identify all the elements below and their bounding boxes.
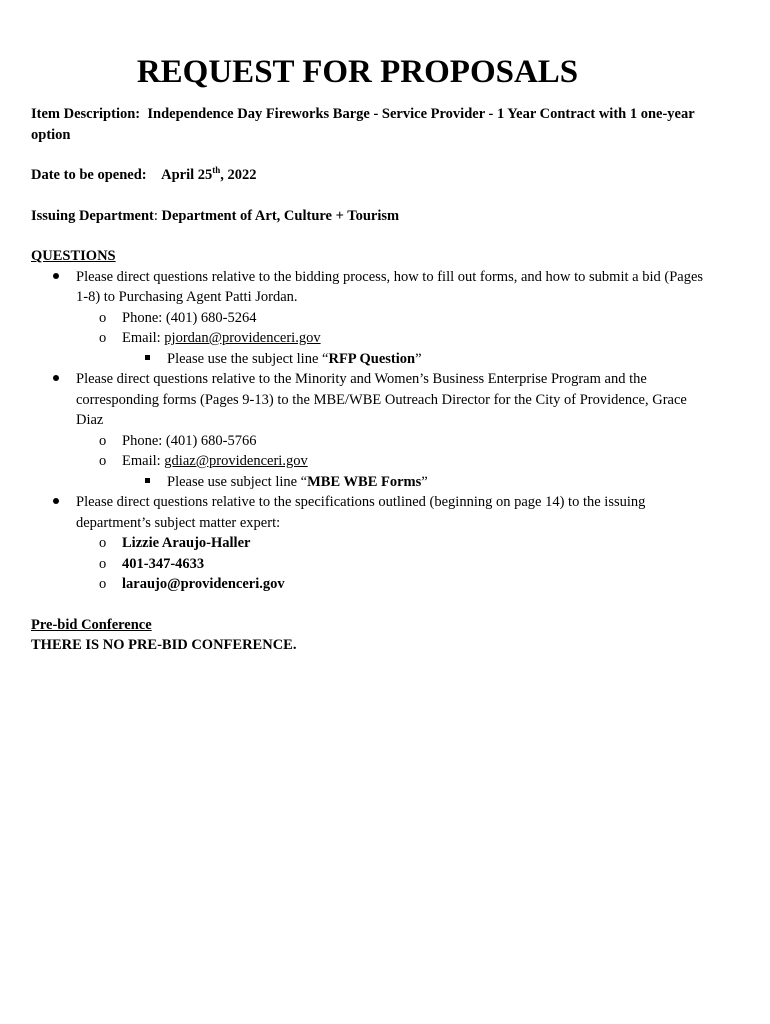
issuing-department-colon: : [153,207,158,224]
bullet-circle-icon: o [99,535,107,551]
item-description-label: Item Description: [31,106,141,122]
question-item-text: Please direct questions relative to the Minority and Women’s Business Enterprise Program and the corresponding forms (Pages 9-13) to the MBE/WBE Outreach Director for the City of Providence, Grace Diaz [76,371,687,428]
bullet-dot-icon [53,267,67,288]
contact-email-line [31,451,706,472]
contact-name: Lizzie Araujo-Haller [122,535,251,551]
bullet-circle-icon: o [99,432,107,449]
contact-email: laraujo@providenceri.gov [122,576,285,592]
prebid-heading: Pre-bid Conference [31,616,152,633]
question-item-bidding-process [31,267,706,308]
issuing-department-label: Issuing Department [31,207,154,224]
contact-phone: 401-347-4633 [122,555,205,572]
item-description [31,104,706,145]
document-page [31,52,706,656]
subject-suffix: ” [415,350,422,367]
questions-heading: QUESTIONS [31,248,116,264]
subject-suffix: ” [421,473,428,490]
date-label: Date to be opened: [31,167,147,183]
bullet-dot-icon [53,492,67,513]
date-month-day: April 25 [161,167,213,183]
bullet-square-icon [145,472,159,493]
email-prefix: Email: [122,453,165,469]
contact-phone-line [31,554,706,575]
subject-prefix: Please use the subject line “ [167,350,329,367]
bullet-circle-icon: o [99,330,107,346]
bullet-circle-icon: o [99,453,107,469]
questions-list [31,267,706,595]
contact-email-line [31,328,706,349]
subject-line-instruction [31,349,706,370]
bullet-dot-icon [53,369,67,390]
bullet-square-icon [145,349,159,370]
email-link-pjordan[interactable]: pjordan@providenceri.gov [164,330,321,346]
contact-name-line [31,533,706,554]
contact-phone-line [31,431,706,452]
date-to-be-opened [31,165,706,186]
subject-prefix: Please use subject line “ [167,473,308,490]
subject-text: RFP Question [328,350,416,367]
bullet-circle-icon: o [99,309,107,326]
question-item-mbe-wbe [31,369,706,431]
contact-phone: Phone: (401) 680-5264 [122,309,257,326]
question-item-text: Please direct questions relative to the specifications outlined (beginning on page 14) to the issuing department’s subject matter expert: [76,494,646,531]
page-title: REQUEST FOR PROPOSALS [136,54,579,90]
question-item-specifications [31,492,706,533]
contact-phone-line [31,308,706,329]
date-year: , 2022 [220,167,257,183]
prebid-text: THERE IS NO PRE-BID CONFERENCE. [31,637,297,653]
contact-email-line [31,574,706,595]
bullet-circle-icon: o [99,576,107,592]
issuing-department-value: Department of Art, Culture + Tourism [161,207,400,224]
email-link-gdiaz[interactable]: gdiaz@providenceri.gov [164,453,308,469]
email-prefix: Email: [122,330,165,346]
issuing-department [31,206,706,227]
contact-phone: Phone: (401) 680-5766 [122,432,257,449]
date-ordinal-suffix: th [212,165,221,176]
item-description-value: Independence Day Fireworks Barge - Service Provider - 1 Year Contract with 1 one-year option [31,106,695,143]
question-item-text: Please direct questions relative to the bidding process, how to fill out forms, and how to submit a bid (Pages 1-8) to Purchasing Agent Patti Jordan. [76,268,704,305]
bullet-circle-icon: o [99,555,107,572]
subject-line-instruction [31,472,706,493]
subject-text: MBE WBE Forms [307,473,422,490]
